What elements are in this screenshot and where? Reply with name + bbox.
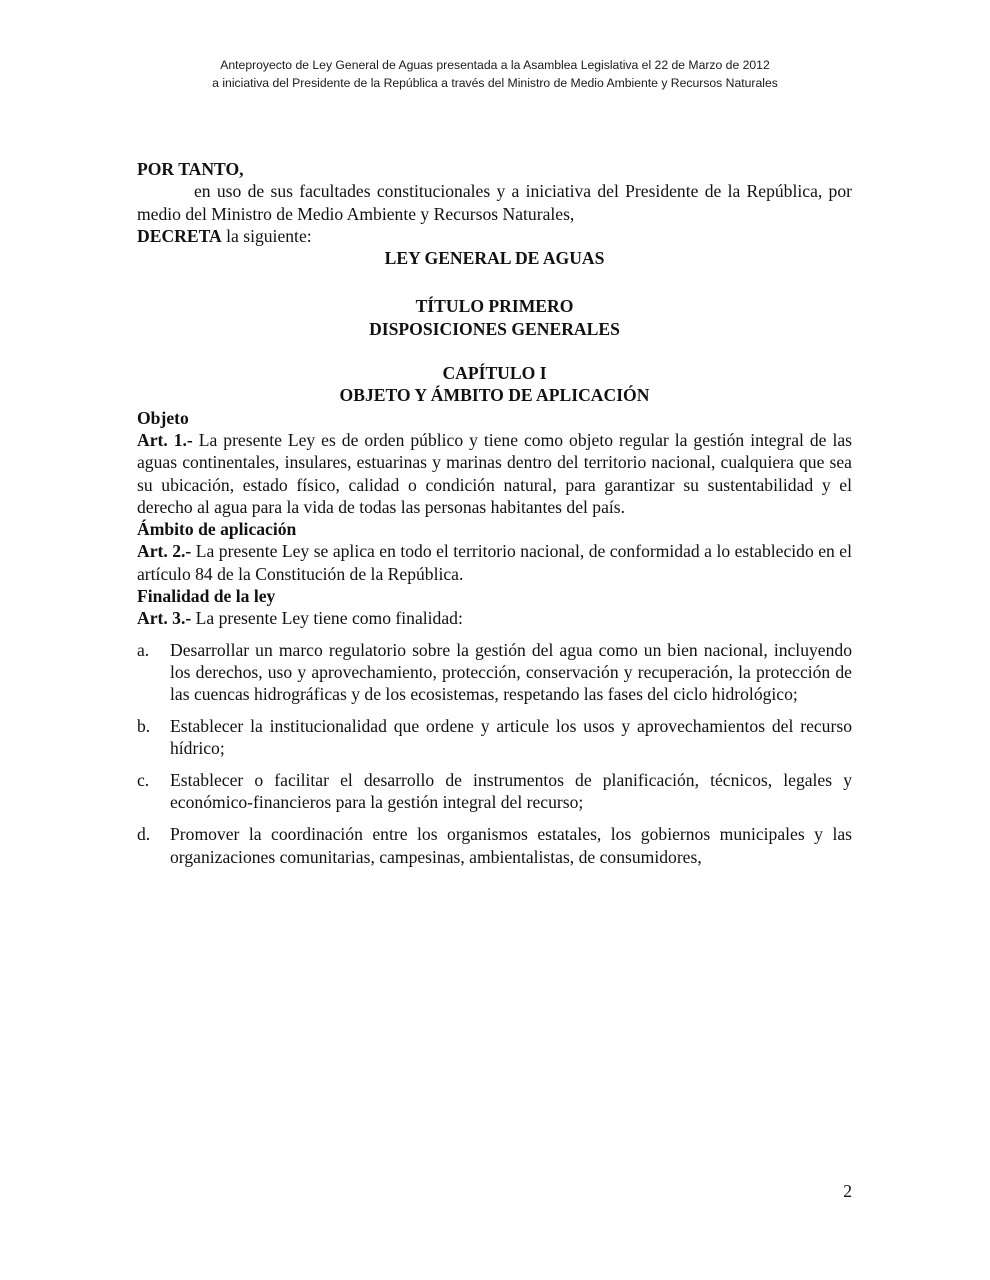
titulo-name: DISPOSICIONES GENERALES	[369, 318, 620, 339]
article-3-heading: Finalidad de la ley	[137, 586, 276, 607]
list-item-text: Promover la coordinación entre los organismos estatales, los gobiernos municipales y las organizaciones comunitarias, campesinas, ambientalistas, de consumidores,	[170, 824, 852, 867]
list-item	[137, 639, 852, 706]
list-item	[137, 769, 852, 814]
capitulo-block	[137, 362, 852, 407]
article-3-list	[137, 639, 852, 868]
article-2-text: La presente Ley se aplica en todo el territorio nacional, de conformidad a lo establecido en el artículo 84 de la Constitución de la República.	[137, 541, 852, 584]
capitulo-name: OBJETO Y ÁMBITO DE APLICACIÓN	[339, 385, 650, 406]
header-line-2: a iniciativa del Presidente de la República a través del Ministro de Medio Ambiente y Recursos Naturales	[212, 76, 778, 90]
list-item-text: Desarrollar un marco regulatorio sobre la gestión del agua como un bien nacional, incluyendo los derechos, uso y aprovechamiento, protección, conservación y recuperación, la protección de las cuencas hidrográficas y de los ecosistemas, respetando las fases del ciclo hidrológico;	[170, 639, 852, 705]
capitulo-heading: CAPÍTULO I	[442, 363, 547, 384]
intro-paragraph: en uso de sus facultades constitucionales y a iniciativa del Presidente de la República, por medio del Ministro de Medio Ambiente y Recursos Naturales,	[137, 181, 852, 224]
decreta-line	[137, 225, 852, 247]
list-marker: d.	[137, 824, 151, 845]
article-3-text: La presente Ley tiene como finalidad:	[191, 608, 463, 629]
document-body	[137, 158, 852, 877]
article-1	[137, 429, 852, 518]
decreta-bold: DECRETA	[137, 225, 222, 246]
list-marker: a.	[137, 639, 150, 660]
article-3	[137, 607, 852, 629]
article-1-text: La presente Ley es de orden público y tiene como objeto regular la gestión integral de las aguas continentales, insulares, estuarinas y marinas dentro del territorio nacional, cualquiera que sea su ubicación, estado físico, calidad o condición natural, para garantizar su sustentabilidad y el derecho al agua para la vida de todas las personas habitantes del país.	[137, 429, 852, 517]
titulo-heading: TÍTULO PRIMERO	[415, 296, 574, 317]
decreta-rest: la siguiente:	[221, 225, 312, 246]
article-2	[137, 540, 852, 585]
list-item-text: Establecer la institucionalidad que ordene y articule los usos y aprovechamientos del recurso hídrico;	[170, 716, 852, 759]
article-2-label: Art. 2.-	[137, 541, 192, 562]
article-1-heading: Objeto	[137, 407, 189, 428]
article-2-heading: Ámbito de aplicación	[137, 519, 297, 540]
list-item	[137, 823, 852, 868]
header-line-1: Anteproyecto de Ley General de Aguas presentada a la Asamblea Legislativa el 22 de Marzo de 2012	[220, 58, 770, 72]
article-1-label: Art. 1.-	[137, 429, 193, 450]
list-marker: c.	[137, 770, 150, 791]
por-tanto: POR TANTO,	[137, 159, 244, 179]
law-title: LEY GENERAL DE AGUAS	[384, 248, 605, 269]
list-item-text: Establecer o facilitar el desarrollo de instrumentos de planificación, técnicos, legales y económico-financieros para la gestión integral del recurso;	[170, 770, 852, 813]
page-header	[0, 56, 990, 92]
list-item	[137, 715, 852, 760]
titulo-block	[137, 295, 852, 340]
list-marker: b.	[137, 716, 151, 737]
article-3-label: Art. 3.-	[137, 608, 192, 629]
page-number: 2	[843, 1181, 852, 1201]
